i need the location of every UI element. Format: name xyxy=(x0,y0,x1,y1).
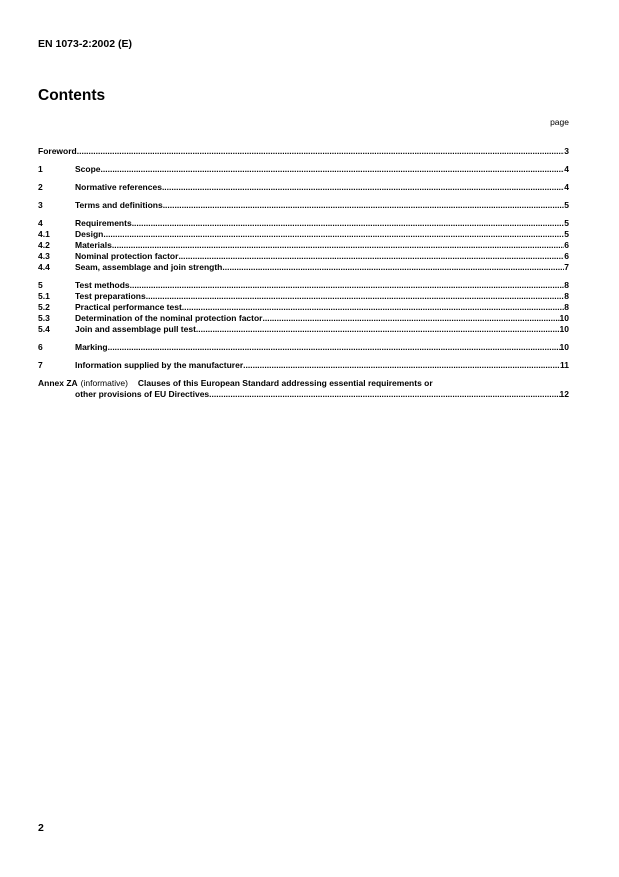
table-of-contents xyxy=(38,146,569,400)
toc-entry-page: 7 xyxy=(564,262,569,272)
toc-entry-number: 1 xyxy=(38,164,43,174)
toc-entry[interactable] xyxy=(38,291,569,302)
toc-entry-title: Information supplied by the manufacturer xyxy=(75,360,244,370)
toc-entry-page: 10 xyxy=(559,313,569,323)
toc-leader-dots xyxy=(222,262,564,273)
toc-leader-dots xyxy=(178,251,564,262)
toc-entry-number: 3 xyxy=(38,200,43,210)
toc-entry[interactable] xyxy=(38,262,569,273)
toc-leader-dots xyxy=(262,313,559,324)
toc-leader-dots xyxy=(103,229,564,240)
annex-label: Annex ZA xyxy=(38,378,78,388)
toc-leader-dots xyxy=(182,302,564,313)
toc-entry-number: 5.1 xyxy=(38,291,50,301)
toc-leader-dots xyxy=(196,324,560,335)
toc-entry-page: 5 xyxy=(564,200,569,210)
toc-entry-number: 6 xyxy=(38,342,43,352)
annex-informative-label: (informative) xyxy=(80,378,128,388)
toc-entry-title: Foreword xyxy=(38,146,77,156)
toc-entry[interactable] xyxy=(38,251,569,262)
toc-entry-title: Requirements xyxy=(75,218,132,228)
page-title: Contents xyxy=(38,87,106,104)
toc-entry-title: Materials xyxy=(75,240,112,250)
toc-entry-page: 3 xyxy=(564,146,569,156)
toc-leader-dots xyxy=(77,146,565,157)
toc-entry-number: 4.3 xyxy=(38,251,50,261)
toc-entry-page: 6 xyxy=(564,251,569,261)
toc-entry-page: 10 xyxy=(559,342,569,352)
toc-entry-page: 10 xyxy=(559,324,569,334)
toc-leader-dots xyxy=(132,218,565,229)
toc-entry[interactable] xyxy=(38,240,569,251)
toc-entry-title: Test preparations xyxy=(75,291,146,301)
toc-entry[interactable] xyxy=(38,360,569,371)
toc-entry-page: 12 xyxy=(559,389,569,399)
toc-leader-dots xyxy=(130,280,565,291)
annex-title-line-1: Clauses of this European Standard addressing essential requirements or xyxy=(137,378,433,388)
toc-entry-page: 8 xyxy=(564,280,569,290)
toc-entry-page: 11 xyxy=(560,360,569,370)
toc-entry-title: Nominal protection factor xyxy=(75,251,179,261)
toc-leader-dots xyxy=(162,182,564,193)
toc-entry-number: 5 xyxy=(38,280,43,290)
toc-entry-annex[interactable] xyxy=(38,378,569,389)
toc-entry[interactable] xyxy=(38,324,569,335)
toc-entry-title: Scope xyxy=(75,164,101,174)
toc-entry-page: 4 xyxy=(564,164,569,174)
toc-entry-number: 4.2 xyxy=(38,240,50,250)
toc-entry-title: Determination of the nominal protection factor xyxy=(75,313,263,323)
toc-leader-dots xyxy=(108,342,560,353)
toc-entry-title: Practical performance test xyxy=(75,302,182,312)
toc-entry-title: Seam, assemblage and join strength xyxy=(75,262,223,272)
annex-title-line-2: other provisions of EU Directives xyxy=(75,389,210,399)
toc-entry-annex-continued[interactable] xyxy=(38,389,569,400)
toc-entry[interactable] xyxy=(38,302,569,313)
toc-leader-dots xyxy=(243,360,560,371)
page-column-label: page xyxy=(550,117,569,127)
toc-entry-title: Normative references xyxy=(75,182,162,192)
document-header: EN 1073-2:2002 (E) xyxy=(38,38,132,50)
toc-entry-title: Design xyxy=(75,229,104,239)
toc-entry-title: Test methods xyxy=(75,280,130,290)
toc-entry[interactable] xyxy=(38,182,569,193)
page-number: 2 xyxy=(38,822,44,834)
toc-leader-dots xyxy=(163,200,565,211)
toc-entry-page: 5 xyxy=(564,229,569,239)
toc-entry-page: 8 xyxy=(564,302,569,312)
toc-entry-title: Join and assemblage pull test xyxy=(75,324,196,334)
toc-entry[interactable] xyxy=(38,200,569,211)
toc-entry-number: 5.3 xyxy=(38,313,50,323)
toc-entry-number: 4 xyxy=(38,218,43,228)
toc-entry-number: 4.1 xyxy=(38,229,50,239)
toc-entry[interactable] xyxy=(38,313,569,324)
toc-entry[interactable] xyxy=(38,229,569,240)
toc-entry-foreword[interactable] xyxy=(38,146,569,157)
toc-entry-title: Marking xyxy=(75,342,108,352)
toc-leader-dots xyxy=(209,389,559,400)
toc-entry-title: Terms and definitions xyxy=(75,200,163,210)
toc-entry-number: 2 xyxy=(38,182,43,192)
toc-entry-page: 8 xyxy=(564,291,569,301)
toc-leader-dots xyxy=(101,164,565,175)
toc-entry-number: 5.4 xyxy=(38,324,50,334)
toc-entry[interactable] xyxy=(38,342,569,353)
toc-entry-number: 4.4 xyxy=(38,262,50,272)
toc-entry[interactable] xyxy=(38,164,569,175)
toc-entry-page: 4 xyxy=(564,182,569,192)
toc-entry-number: 5.2 xyxy=(38,302,50,312)
toc-entry[interactable] xyxy=(38,280,569,291)
toc-leader-dots xyxy=(146,291,565,302)
toc-leader-dots xyxy=(112,240,564,251)
toc-entry-number: 7 xyxy=(38,360,43,370)
toc-entry-page: 5 xyxy=(564,218,569,228)
toc-entry-page: 6 xyxy=(564,240,569,250)
toc-entry[interactable] xyxy=(38,218,569,229)
